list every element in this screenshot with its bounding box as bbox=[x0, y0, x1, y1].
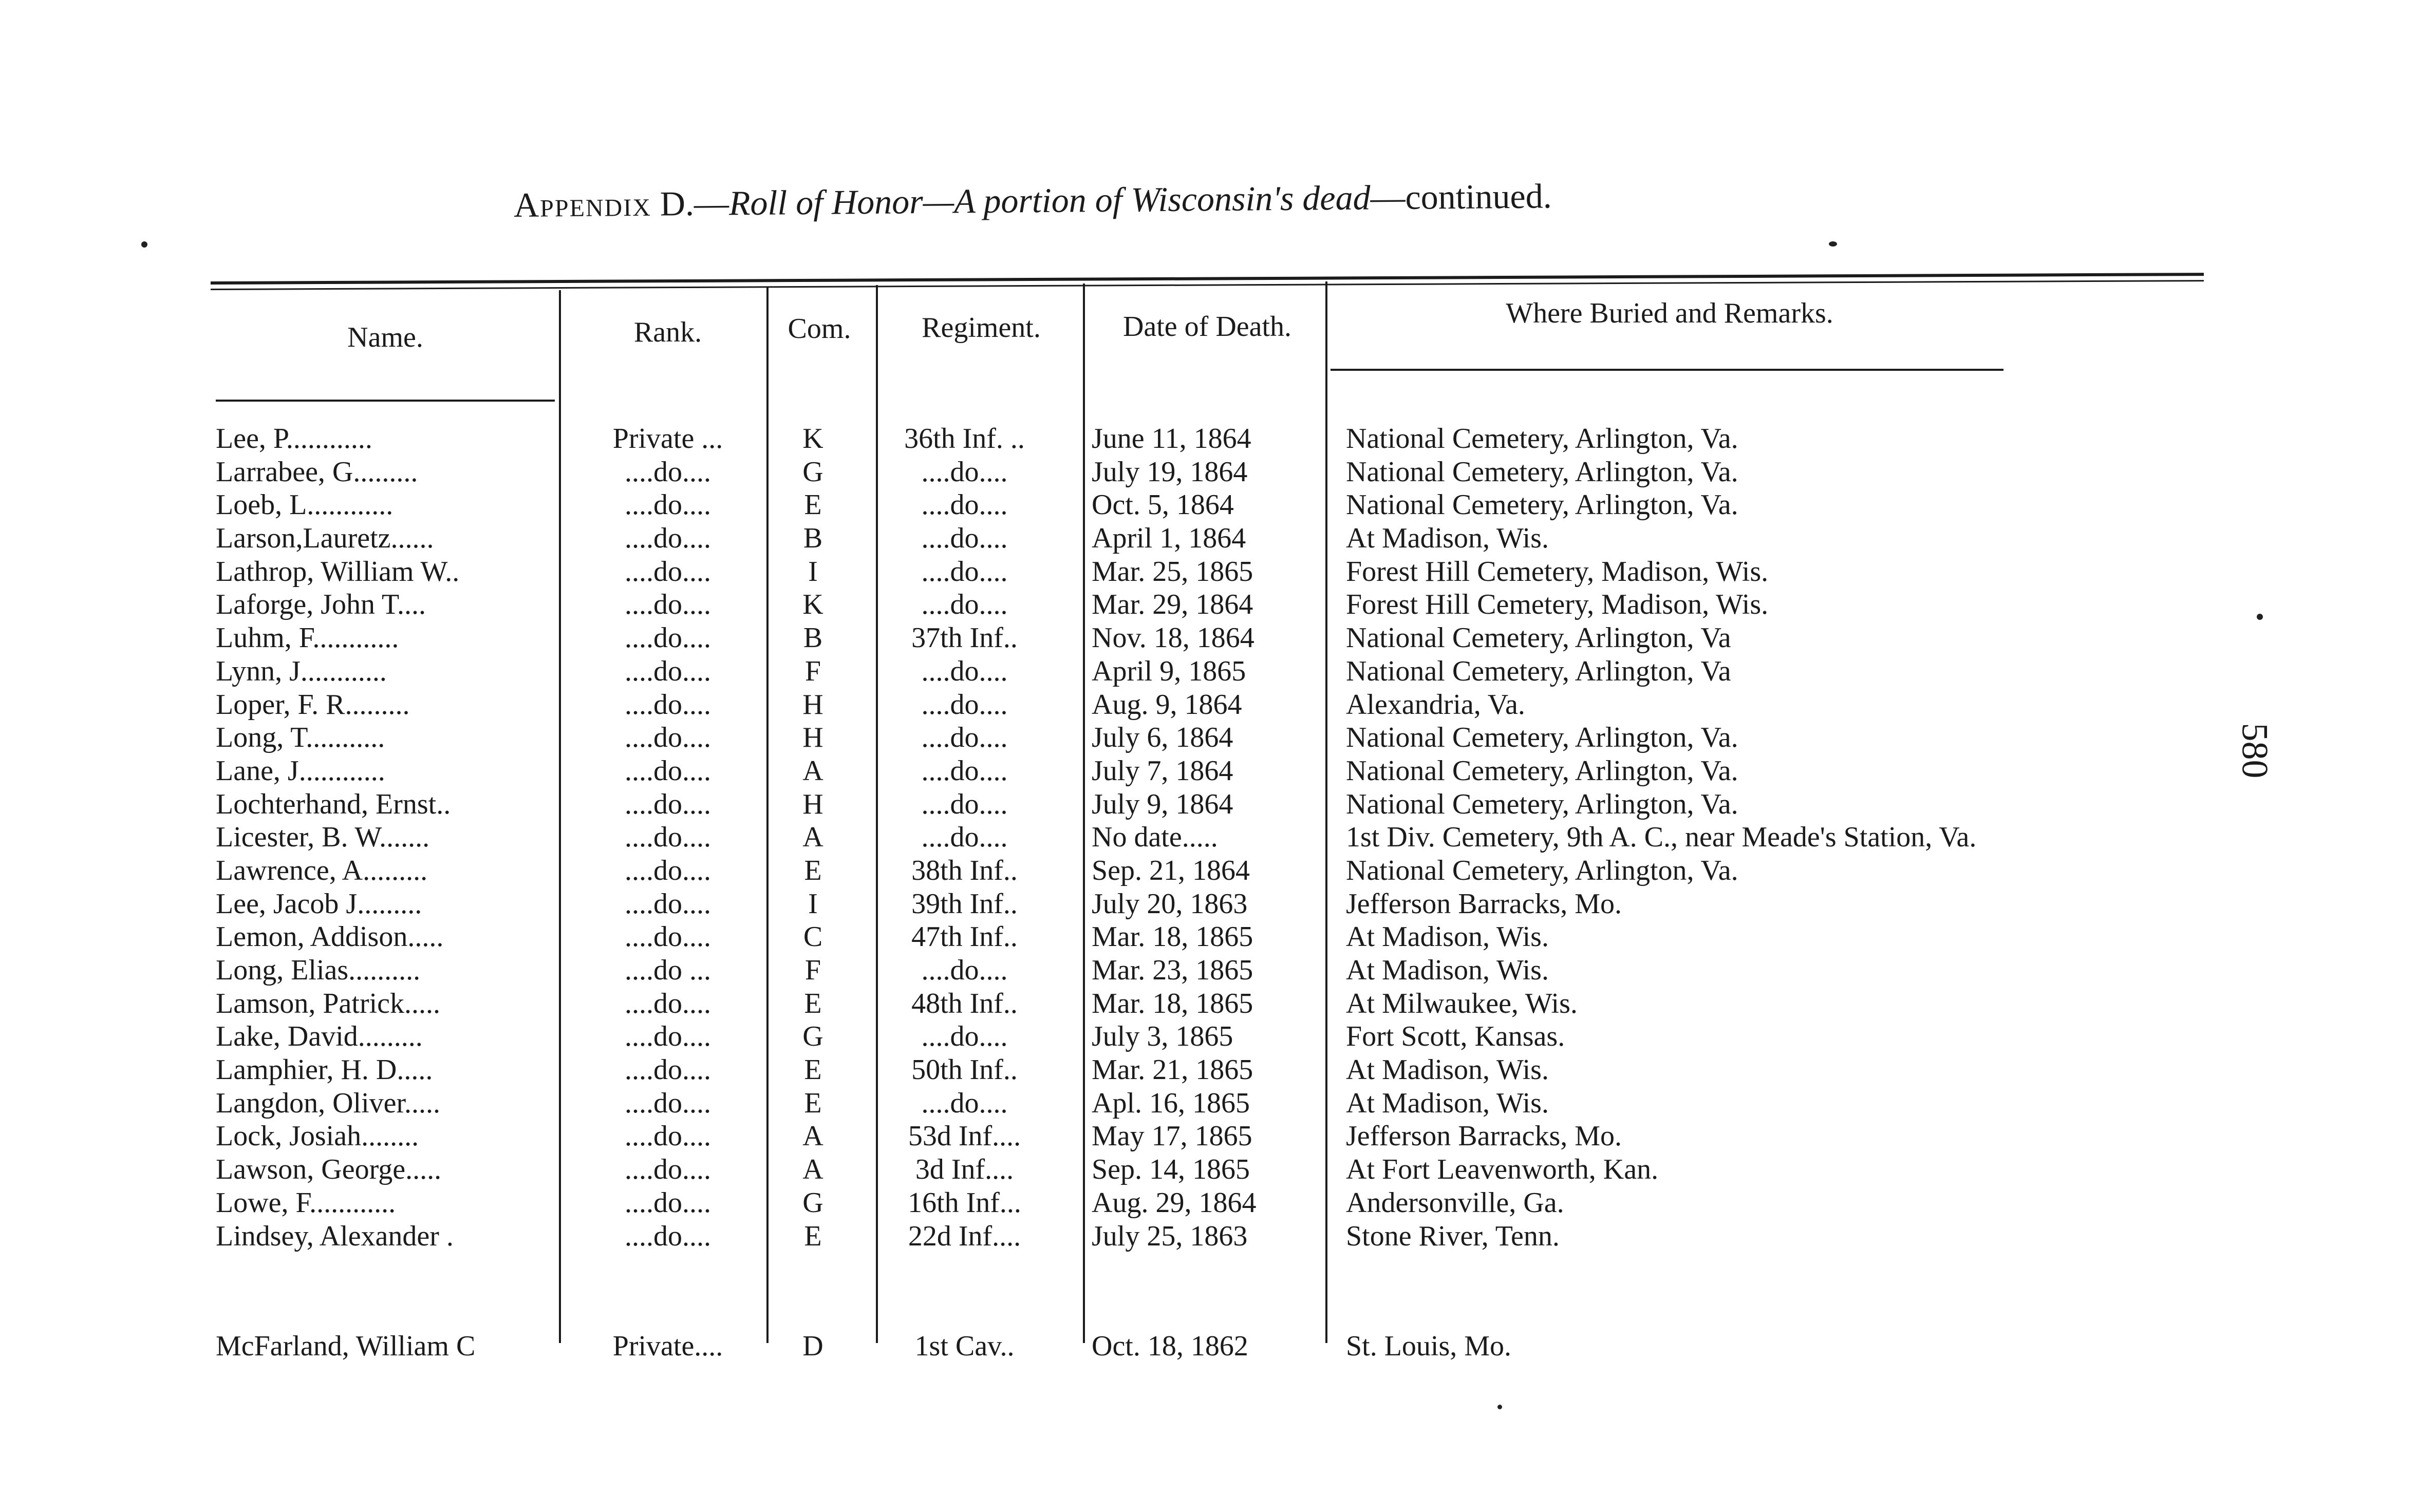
table-row bbox=[208, 721, 2263, 754]
cell-company: E bbox=[804, 854, 822, 886]
cell-regiment: ....do.... bbox=[921, 1087, 1008, 1119]
cell-rank: ....do.... bbox=[625, 688, 711, 721]
cell-regiment: 38th Inf.. bbox=[911, 854, 1018, 886]
cell-date: Sep. 21, 1864 bbox=[1092, 854, 1250, 886]
cell-where: At Madison, Wis. bbox=[1346, 921, 1549, 953]
cell-name: Lawson, George..... bbox=[216, 1154, 442, 1186]
cell-rank: ....do.... bbox=[625, 821, 711, 854]
cell-rank: ....do.... bbox=[625, 987, 711, 1019]
cell-regiment: 37th Inf.. bbox=[911, 622, 1018, 654]
cell-rank: ....do.... bbox=[625, 1186, 711, 1219]
table-row bbox=[208, 621, 2263, 655]
page-speck bbox=[1829, 241, 1837, 247]
cell-name: Lynn, J............ bbox=[216, 655, 387, 687]
cell-name: Loeb, L............ bbox=[216, 489, 394, 521]
page-speck bbox=[141, 241, 147, 248]
cell-rank: ....do.... bbox=[625, 1020, 711, 1053]
cell-company: K bbox=[802, 423, 823, 455]
cell-where: National Cemetery, Arlington, Va. bbox=[1346, 423, 1738, 455]
column-header-regiment: Regiment. bbox=[922, 312, 1041, 344]
cell-date: July 20, 1863 bbox=[1092, 887, 1248, 920]
cell-regiment: ....do.... bbox=[921, 489, 1008, 521]
cell-regiment: 39th Inf.. bbox=[911, 887, 1018, 920]
table-row bbox=[208, 1153, 2263, 1186]
column-header-where: Where Buried and Remarks. bbox=[1506, 297, 1833, 329]
cell-where: At Madison, Wis. bbox=[1346, 1054, 1549, 1086]
cell-company: D bbox=[802, 1330, 823, 1363]
cell-company: E bbox=[804, 1054, 822, 1086]
cell-regiment: ....do.... bbox=[921, 1020, 1008, 1053]
cell-date: April 9, 1865 bbox=[1092, 655, 1246, 687]
cell-rank: ....do.... bbox=[625, 854, 711, 886]
cell-name: Long, T........... bbox=[216, 722, 385, 754]
cell-name: Larson,Lauretz...... bbox=[216, 522, 434, 555]
cell-company: G bbox=[802, 1186, 823, 1219]
cell-date: April 1, 1864 bbox=[1092, 522, 1246, 555]
cell-regiment: ....do.... bbox=[921, 522, 1008, 555]
cell-name: Langdon, Oliver..... bbox=[216, 1087, 441, 1119]
cell-date: Sep. 14, 1865 bbox=[1092, 1154, 1250, 1186]
cell-date: Aug. 29, 1864 bbox=[1092, 1186, 1257, 1219]
cell-company: F bbox=[804, 655, 821, 687]
cell-regiment: ....do.... bbox=[921, 688, 1008, 721]
table-row bbox=[208, 688, 2263, 722]
cell-regiment: 16th Inf... bbox=[908, 1186, 1021, 1219]
cell-name: Laforge, John T.... bbox=[216, 589, 426, 621]
cell-company: B bbox=[803, 622, 823, 654]
cell-date: Mar. 18, 1865 bbox=[1092, 987, 1253, 1019]
cell-company: K bbox=[802, 589, 823, 621]
cell-rank: ....do.... bbox=[625, 589, 711, 621]
header-underline-left bbox=[216, 400, 555, 402]
cell-rank: ....do.... bbox=[625, 788, 711, 820]
table-row bbox=[208, 954, 2263, 987]
cell-company: G bbox=[802, 456, 823, 488]
cell-where: Alexandria, Va. bbox=[1346, 688, 1525, 721]
cell-date: Mar. 18, 1865 bbox=[1092, 921, 1253, 953]
cell-name: Larrabee, G......... bbox=[216, 456, 418, 488]
cell-name: Lochterhand, Ernst.. bbox=[216, 788, 451, 820]
cell-where: At Madison, Wis. bbox=[1346, 522, 1549, 555]
cell-where: National Cemetery, Arlington, Va. bbox=[1346, 722, 1738, 754]
cell-company: E bbox=[804, 1220, 822, 1252]
cell-where: National Cemetery, Arlington, Va. bbox=[1346, 754, 1738, 787]
cell-date: July 25, 1863 bbox=[1092, 1220, 1248, 1252]
cell-date: Nov. 18, 1864 bbox=[1092, 622, 1254, 654]
cell-where: St. Louis, Mo. bbox=[1346, 1330, 1512, 1363]
cell-date: Aug. 9, 1864 bbox=[1092, 688, 1242, 721]
cell-company: G bbox=[802, 1020, 823, 1053]
cell-date: Apl. 16, 1865 bbox=[1092, 1087, 1250, 1119]
cell-name: Lamson, Patrick..... bbox=[216, 987, 441, 1019]
title-main: D.— bbox=[651, 183, 729, 223]
cell-regiment: 48th Inf.. bbox=[911, 987, 1018, 1019]
table-row bbox=[208, 555, 2263, 589]
cell-date: Mar. 21, 1865 bbox=[1092, 1054, 1253, 1086]
cell-company: A bbox=[802, 821, 823, 854]
cell-regiment: 50th Inf.. bbox=[911, 1054, 1018, 1086]
cell-company: B bbox=[803, 522, 823, 555]
cell-rank: Private ... bbox=[612, 423, 723, 455]
cell-name: Lake, David......... bbox=[216, 1020, 423, 1053]
cell-date: July 3, 1865 bbox=[1092, 1020, 1233, 1053]
cell-name: Lee, Jacob J......... bbox=[216, 887, 422, 920]
cell-where: At Madison, Wis. bbox=[1346, 1087, 1549, 1119]
cell-rank: Private.... bbox=[612, 1330, 723, 1363]
table-row bbox=[208, 754, 2263, 788]
cell-rank: ....do.... bbox=[625, 555, 711, 588]
cell-where: At Fort Leavenworth, Kan. bbox=[1346, 1154, 1659, 1186]
cell-rank: ....do.... bbox=[625, 754, 711, 787]
cell-date: July 19, 1864 bbox=[1092, 456, 1248, 488]
title-suffix: —continued. bbox=[1370, 176, 1552, 217]
cell-company: C bbox=[803, 921, 823, 953]
cell-company: H bbox=[802, 688, 823, 721]
cell-rank: ....do.... bbox=[625, 1054, 711, 1086]
table-row bbox=[208, 522, 2263, 555]
table-row bbox=[208, 488, 2263, 522]
cell-date: July 7, 1864 bbox=[1092, 754, 1233, 787]
cell-rank: ....do ... bbox=[625, 954, 711, 986]
table-row bbox=[208, 588, 2263, 621]
page-number: 580 bbox=[2234, 723, 2276, 779]
cell-date: June 11, 1864 bbox=[1092, 423, 1251, 455]
cell-name: Licester, B. W....... bbox=[216, 821, 430, 854]
cell-name: Lemon, Addison..... bbox=[216, 921, 444, 953]
cell-name: Lindsey, Alexander . bbox=[216, 1220, 454, 1252]
cell-company: H bbox=[802, 788, 823, 820]
table-row bbox=[208, 422, 2263, 456]
cell-company: E bbox=[804, 987, 822, 1019]
cell-rank: ....do.... bbox=[625, 622, 711, 654]
cell-regiment: ....do.... bbox=[921, 655, 1008, 687]
table-row bbox=[208, 1330, 2263, 1363]
cell-where: Fort Scott, Kansas. bbox=[1346, 1020, 1565, 1053]
cell-date: No date..... bbox=[1092, 821, 1218, 854]
cell-regiment: ....do.... bbox=[921, 589, 1008, 621]
cell-regiment: 53d Inf.... bbox=[908, 1120, 1021, 1152]
cell-name: McFarland, William C bbox=[216, 1330, 476, 1363]
table-row bbox=[208, 655, 2263, 688]
cell-company: E bbox=[804, 489, 822, 521]
cell-where: National Cemetery, Arlington, Va. bbox=[1346, 456, 1738, 488]
cell-regiment: 47th Inf.. bbox=[911, 921, 1018, 953]
page-speck bbox=[2257, 614, 2263, 620]
cell-where: Andersonville, Ga. bbox=[1346, 1186, 1564, 1219]
cell-date: Mar. 23, 1865 bbox=[1092, 954, 1253, 986]
cell-date: Mar. 25, 1865 bbox=[1092, 555, 1253, 588]
cell-where: National Cemetery, Arlington, Va bbox=[1346, 655, 1731, 687]
cell-regiment: 22d Inf.... bbox=[908, 1220, 1021, 1252]
table-row bbox=[208, 821, 2263, 854]
cell-regiment: ....do.... bbox=[921, 754, 1008, 787]
cell-regiment: ....do.... bbox=[921, 722, 1008, 754]
cell-name: Lock, Josiah........ bbox=[216, 1120, 419, 1152]
cell-name: Lane, J............ bbox=[216, 754, 385, 787]
table-row bbox=[208, 1020, 2263, 1053]
title-prefix: Appendix bbox=[513, 184, 652, 224]
cell-where: Jefferson Barracks, Mo. bbox=[1346, 887, 1622, 920]
cell-name: Lathrop, William W.. bbox=[216, 555, 460, 588]
table-row bbox=[208, 987, 2263, 1020]
column-header-rank: Rank. bbox=[633, 316, 702, 348]
cell-regiment: ....do.... bbox=[921, 788, 1008, 820]
cell-where: Stone River, Tenn. bbox=[1346, 1220, 1560, 1252]
table-row bbox=[208, 1120, 2263, 1153]
cell-company: I bbox=[808, 887, 818, 920]
cell-where: Forest Hill Cemetery, Madison, Wis. bbox=[1346, 589, 1769, 621]
cell-date: July 6, 1864 bbox=[1092, 722, 1233, 754]
cell-where: National Cemetery, Arlington, Va. bbox=[1346, 489, 1738, 521]
cell-rank: ....do.... bbox=[625, 489, 711, 521]
cell-rank: ....do.... bbox=[625, 456, 711, 488]
table-row bbox=[208, 887, 2263, 921]
cell-company: A bbox=[802, 754, 823, 787]
cell-regiment: ....do.... bbox=[921, 456, 1008, 488]
cell-rank: ....do.... bbox=[625, 522, 711, 555]
cell-rank: ....do.... bbox=[625, 655, 711, 687]
cell-date: July 9, 1864 bbox=[1092, 788, 1233, 820]
column-header-name: Name. bbox=[347, 322, 423, 353]
cell-rank: ....do.... bbox=[625, 1087, 711, 1119]
table-row bbox=[208, 1087, 2263, 1120]
column-header-date: Date of Death. bbox=[1122, 311, 1292, 343]
cell-rank: ....do.... bbox=[625, 921, 711, 953]
cell-name: Lee, P............ bbox=[216, 423, 372, 455]
table-row bbox=[208, 1220, 2263, 1253]
title-italic: Roll of Honor—A portion of Wisconsin's dead bbox=[728, 178, 1371, 223]
cell-where: National Cemetery, Arlington, Va. bbox=[1346, 788, 1738, 820]
cell-rank: ....do.... bbox=[625, 1120, 711, 1152]
cell-name: Lamphier, H. D..... bbox=[216, 1054, 433, 1086]
cell-name: Lawrence, A......... bbox=[216, 854, 428, 886]
cell-company: H bbox=[802, 722, 823, 754]
cell-rank: ....do.... bbox=[625, 1220, 711, 1252]
cell-rank: ....do.... bbox=[625, 887, 711, 920]
cell-company: E bbox=[804, 1087, 822, 1119]
cell-where: National Cemetery, Arlington, Va. bbox=[1346, 854, 1738, 886]
cell-regiment: ....do.... bbox=[921, 821, 1008, 854]
cell-date: Mar. 29, 1864 bbox=[1092, 589, 1253, 621]
cell-regiment: ....do.... bbox=[921, 954, 1008, 986]
table-row bbox=[208, 854, 2263, 887]
cell-company: A bbox=[802, 1154, 823, 1186]
table-row bbox=[208, 1186, 2263, 1220]
cell-regiment: 3d Inf.... bbox=[915, 1154, 1014, 1186]
cell-date: Oct. 18, 1862 bbox=[1092, 1330, 1248, 1363]
cell-rank: ....do.... bbox=[625, 722, 711, 754]
column-header-com: Com. bbox=[788, 313, 851, 345]
cell-where: Forest Hill Cemetery, Madison, Wis. bbox=[1346, 555, 1769, 588]
table-row bbox=[208, 920, 2263, 954]
cell-date: May 17, 1865 bbox=[1092, 1120, 1252, 1152]
cell-date: Oct. 5, 1864 bbox=[1092, 489, 1234, 521]
cell-rank: ....do.... bbox=[625, 1154, 711, 1186]
cell-where: Jefferson Barracks, Mo. bbox=[1346, 1120, 1622, 1152]
cell-name: Luhm, F............ bbox=[216, 622, 399, 654]
cell-company: F bbox=[804, 954, 821, 986]
cell-company: I bbox=[808, 555, 818, 588]
cell-regiment: 1st Cav.. bbox=[914, 1330, 1015, 1363]
cell-name: Lowe, F............ bbox=[216, 1186, 396, 1219]
cell-company: A bbox=[802, 1120, 823, 1152]
cell-where: At Milwaukee, Wis. bbox=[1346, 987, 1578, 1019]
table-row bbox=[208, 456, 2263, 489]
cell-name: Long, Elias.......... bbox=[216, 954, 421, 986]
cell-where: At Madison, Wis. bbox=[1346, 954, 1549, 986]
table-row bbox=[208, 788, 2263, 821]
cell-where: 1st Div. Cemetery, 9th A. C., near Meade's Station, Va. bbox=[1346, 821, 1977, 854]
roll-table bbox=[208, 422, 2263, 1363]
cell-where: National Cemetery, Arlington, Va bbox=[1346, 622, 1731, 654]
cell-regiment: ....do.... bbox=[921, 555, 1008, 588]
page-speck bbox=[1497, 1405, 1502, 1409]
page-title bbox=[514, 173, 1901, 225]
header-underline-right bbox=[1331, 369, 2003, 371]
table-row bbox=[208, 1053, 2263, 1087]
cell-regiment: 36th Inf. .. bbox=[904, 423, 1025, 455]
cell-name: Loper, F. R......... bbox=[216, 688, 410, 721]
